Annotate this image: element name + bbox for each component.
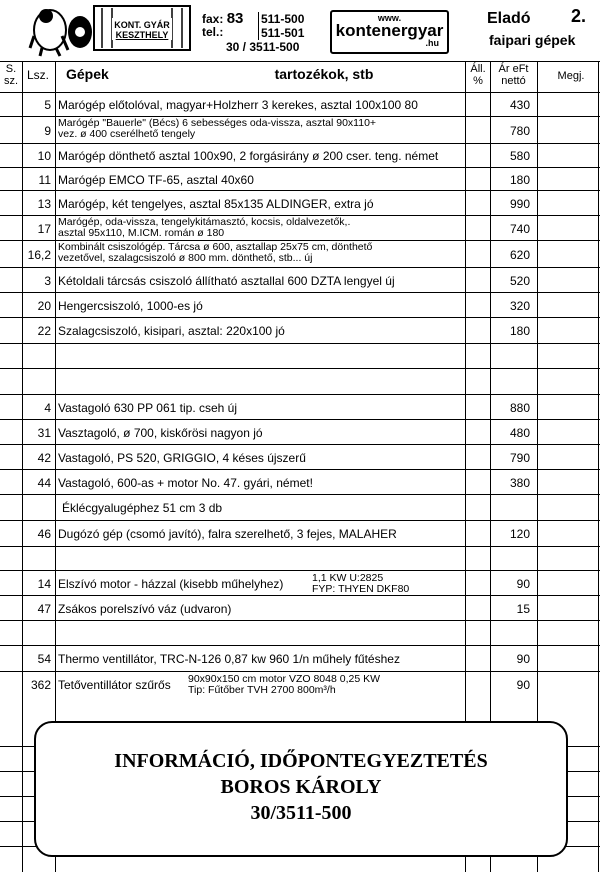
row-spec-line1: 1,1 KW U:2825 [312,573,384,584]
row-price: 580 [509,149,530,163]
table-row [0,595,600,621]
row-description: Dugózó gép (csomó javító), falra szerelhető, 3 fejes, MALAHER [58,527,397,541]
row-lsz: 4 [44,400,51,415]
row-lsz: 17 [37,221,51,236]
row-lsz: 46 [37,527,51,541]
row-description: Marógép előtolóval, magyar+Holzherr 3 kerekes, asztal 100x100 80 [58,98,418,112]
site-tld: .hu [425,38,439,48]
fax-label: fax: [202,12,224,26]
row-description-line2: asztal 95x110, M.ICM. román ø 180 [58,227,225,239]
row-price: 90 [516,576,530,591]
row-description: Elszívó motor - házzal (kisebb műhelyhez) [58,576,284,591]
row-lsz: 362 [30,678,51,692]
table-row [0,343,600,369]
row-price: 620 [509,247,530,262]
row-description: Marógép dönthető asztal 100x90, 2 forgásirány ø 200 cser. teng. német [58,149,439,163]
col-s-sz: S. sz. [3,63,19,87]
row-description: Marógép "Bauerle" (Bécs) 6 sebességes oda-vissza, asztal 90x110+ [58,118,377,129]
row-spec-line2: Tip: Fűtőber TVH 2700 800m³/h [188,684,336,696]
row-price: 520 [509,273,530,288]
row-price: 15 [516,601,530,616]
title-line1: Eladó [487,10,531,27]
mobile-number: 30 / 3511-500 [226,40,300,54]
logo-text-line2: KESZTHELY [115,30,169,40]
table-row [0,143,600,168]
row-description: Vastagoló 630 PP 061 tip. cseh új [58,400,238,415]
row-price: 790 [509,450,530,465]
table-row [0,267,600,293]
tel-label: tel.: [202,25,224,39]
table-row [0,494,600,521]
table-row [0,368,600,395]
row-description: Éklécgyalugéphez 51 cm 3 db [62,501,223,515]
fax-number: 511-500 [258,12,304,26]
row-spec-line1: 90x90x150 cm motor VZO 8048 0,25 KW [188,674,381,685]
row-description: Vastagoló, PS 520, GRIGGIO, 4 késes újszerű [58,450,306,465]
table-row [0,116,600,144]
area-code: 83 [226,10,244,27]
row-description: Hengercsiszoló, 1000-es jó [58,298,203,313]
table-row [0,469,600,495]
table-row [0,444,600,470]
row-spec-line2: FYP: THYEN DKF80 [312,583,410,595]
title-line2: faipari gépek [489,32,576,48]
col-tartozekok: tartozékok, stb [274,66,374,82]
row-description: Marógép EMCO TF-65, asztal 40x60 [58,172,254,187]
row-description: Thermo ventillátor, TRC-N-126 0,87 kw 960 1/n műhely fűtéshez [58,652,400,666]
table-row [0,92,600,117]
table-row [0,570,600,596]
row-lsz: 11 [38,172,51,187]
row-description: Zsákos porelszívó váz (udvaron) [58,601,232,616]
table-row [0,620,600,646]
table-row [0,190,600,216]
row-description: Szalagcsiszoló, kisipari, asztal: 220x100 jó [58,324,285,338]
row-lsz: 13 [37,196,51,211]
row-price: 180 [509,172,530,187]
row-description-line2: vezetővel, szalagcsiszoló ø 800 mm. dönthető, stb... új [58,252,313,264]
table-row [0,520,600,547]
site-name: kontenergyar [335,21,444,40]
logo-text-line1: KONT. GYÁR [114,20,170,30]
tel-number: 511-501 [258,26,304,40]
table-row [0,167,600,191]
table-row [0,317,600,344]
row-lsz: 3 [44,273,51,288]
row-price: 780 [509,123,530,138]
row-lsz: 54 [37,652,51,666]
row-price: 320 [509,298,530,313]
row-lsz: 31 [37,425,51,440]
row-price: 480 [509,425,530,440]
row-lsz: 16,2 [27,247,51,262]
contact-line1: INFORMÁCIÓ, IDŐPONTEGYEZTETÉS [114,750,488,772]
row-price: 90 [516,652,530,666]
row-description: Vasztagoló, ø 700, kiskőrösi nagyon jó [58,425,263,440]
row-lsz: 44 [37,475,51,490]
row-price: 990 [509,196,530,211]
row-price: 90 [516,678,530,692]
row-price: 180 [509,324,530,338]
row-description: Marógép, két tengelyes, asztal 85x135 ALDINGER, extra jó [58,196,374,211]
row-description-line2: vez. ø 400 cserélhető tengely [58,128,196,140]
page-number: 2. [571,6,587,26]
row-lsz: 42 [37,450,51,465]
contact-phone: 30/3511-500 [250,802,352,824]
row-lsz: 10 [37,149,51,163]
row-lsz: 20 [37,298,51,313]
table-row [0,240,600,268]
row-description: Vastagoló, 600-as + motor No. 47. gyári, német! [58,475,313,490]
site-www: www. [377,13,402,23]
row-price: 430 [509,98,530,112]
row-description: Tetőventillátor szűrős [58,678,171,692]
table-row [0,215,600,241]
table-row [0,645,600,672]
table-row [0,671,600,698]
col-all: Áll. % [470,63,486,87]
row-price: 380 [509,475,530,490]
col-gepek: Gépek [66,66,109,82]
row-lsz: 47 [37,601,51,616]
col-megj: Megj. [557,70,585,82]
table-row [0,419,600,445]
row-lsz: 9 [44,123,51,138]
row-description: Kombinált csiszológép. Tárcsa ø 600, asztallap 25x75 cm, dönthető [58,242,373,253]
table-row [0,292,600,318]
col-lsz: Lsz. [26,68,49,82]
row-price: 880 [509,400,530,415]
row-description: Marógép, oda-vissza, tengelykitámasztó, kocsis, oldalvezetők,. [58,217,351,228]
contact-box [34,721,568,857]
contact-name: BOROS KÁROLY [220,776,382,798]
row-lsz: 5 [44,98,51,112]
row-description: Kétoldali tárcsás csiszoló állítható asztallal 600 DZTA lengyel új [58,273,395,288]
table-row [0,394,600,420]
row-price: 740 [509,221,530,236]
row-lsz: 14 [37,576,51,591]
col-ar: Ár eFt nettó [498,63,529,87]
row-price: 120 [509,527,530,541]
row-lsz: 22 [37,324,51,338]
table-row [0,546,600,571]
